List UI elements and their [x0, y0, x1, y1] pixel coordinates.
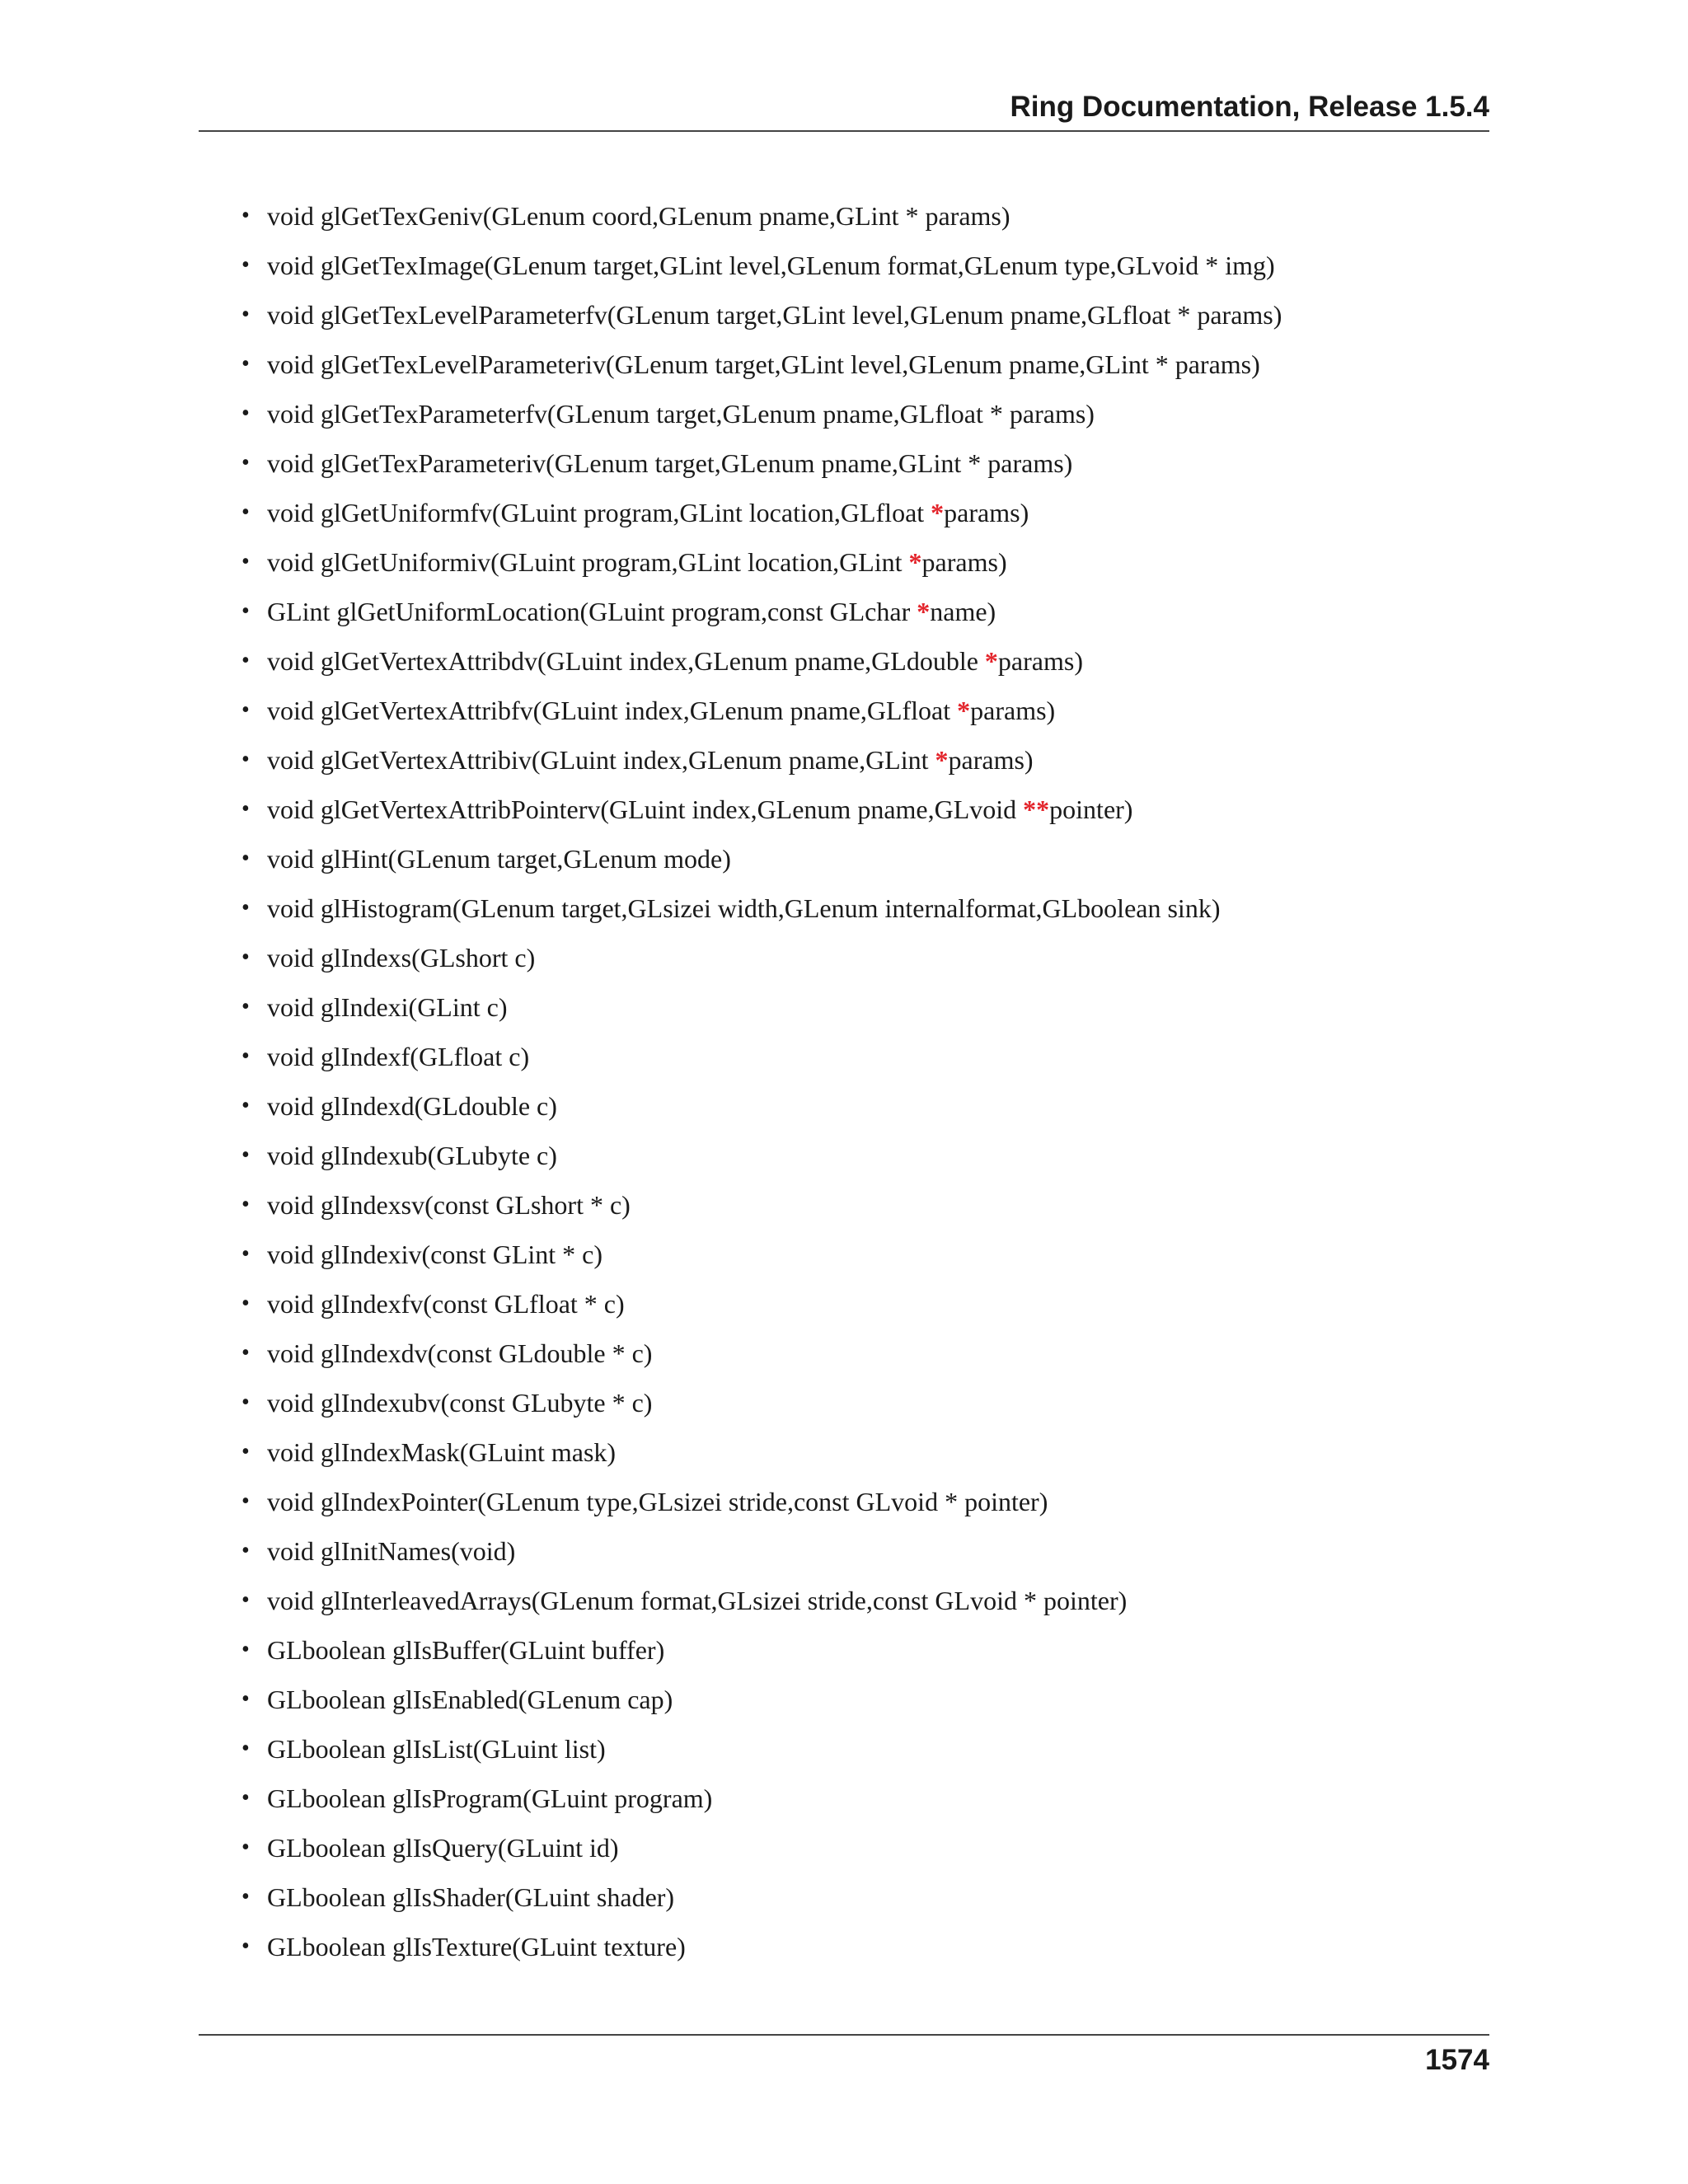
- function-signature: void glIndexiv(const GLint * c): [267, 1240, 603, 1269]
- list-item: [239, 1386, 1484, 1436]
- list-item: [239, 447, 1484, 496]
- function-signature: void glGetVertexAttribPointerv(GLuint index,GLenum pname,GLvoid: [267, 794, 1024, 824]
- function-signature: GLboolean glIsBuffer(GLuint buffer): [267, 1635, 665, 1665]
- pointer-marker: *: [931, 498, 945, 527]
- bullet-icon: •: [241, 1291, 250, 1316]
- function-signature: void glIndexi(GLint c): [267, 992, 508, 1022]
- list-item: [239, 694, 1484, 743]
- bullet-icon: •: [241, 697, 250, 723]
- function-signature: void glIndexMask(GLuint mask): [267, 1437, 617, 1467]
- bullet-icon: •: [241, 1637, 250, 1662]
- function-signature: GLboolean glIsList(GLuint list): [267, 1734, 606, 1764]
- function-signature: void glGetTexLevelParameteriv(GLenum target,GLint level,GLenum pname,GLint * params): [267, 349, 1260, 379]
- list-item: [239, 1485, 1484, 1535]
- function-signature: void glGetTexLevelParameterfv(GLenum target,GLint level,GLenum pname,GLfloat * params): [267, 300, 1282, 330]
- bullet-icon: •: [241, 1488, 250, 1514]
- list-item: [239, 1535, 1484, 1584]
- bullet-icon: •: [241, 1093, 250, 1118]
- list-item: [239, 595, 1484, 644]
- function-signature: void glIndexPointer(GLenum type,GLsizei stride,const GLvoid * pointer): [267, 1487, 1048, 1516]
- list-item: [239, 1188, 1484, 1238]
- page-footer: [199, 2034, 1489, 2085]
- function-signature: void glGetVertexAttribfv(GLuint index,GLenum pname,GLfloat: [267, 696, 958, 725]
- function-signature: void glIndexf(GLfloat c): [267, 1042, 530, 1071]
- function-signature: GLboolean glIsProgram(GLuint program): [267, 1783, 713, 1813]
- list-item: [239, 1139, 1484, 1188]
- function-signature-tail: params): [921, 547, 1007, 577]
- pointer-marker: *: [935, 745, 949, 775]
- list-item: [239, 298, 1484, 348]
- function-signature: void glHistogram(GLenum target,GLsizei width,GLenum internalformat,GLboolean sink): [267, 893, 1221, 923]
- page-number: 1574: [1425, 2044, 1489, 2076]
- document-title: Ring Documentation, Release 1.5.4: [1010, 91, 1489, 123]
- bullet-icon: •: [241, 1933, 250, 1959]
- function-signature: void glGetUniformiv(GLuint program,GLint location,GLint: [267, 547, 909, 577]
- list-item: [239, 1683, 1484, 1732]
- list-item: [239, 892, 1484, 941]
- bullet-icon: •: [241, 846, 250, 871]
- list-item: [239, 644, 1484, 694]
- function-signature: void glIndexdv(const GLdouble * c): [267, 1338, 653, 1368]
- bullet-icon: •: [241, 994, 250, 1019]
- list-item: [239, 1782, 1484, 1831]
- pointer-marker: *: [917, 597, 931, 626]
- bullet-icon: •: [241, 1686, 250, 1712]
- bullet-icon: •: [241, 1587, 250, 1613]
- bullet-icon: •: [241, 252, 250, 278]
- list-item: [239, 743, 1484, 793]
- function-list: [239, 199, 1484, 1980]
- function-signature: void glGetTexParameteriv(GLenum target,GLenum pname,GLint * params): [267, 448, 1073, 478]
- bullet-icon: •: [241, 499, 250, 525]
- bullet-icon: •: [241, 1439, 250, 1465]
- list-item: [239, 793, 1484, 842]
- list-item: [239, 1732, 1484, 1782]
- bullet-icon: •: [241, 1785, 250, 1811]
- pointer-marker: **: [1023, 794, 1050, 824]
- function-signature: void glInitNames(void): [267, 1536, 516, 1566]
- function-signature: GLboolean glIsShader(GLuint shader): [267, 1882, 675, 1912]
- list-item: [239, 546, 1484, 595]
- bullet-icon: •: [241, 1241, 250, 1267]
- list-item: [239, 348, 1484, 397]
- function-signature-tail: params): [948, 745, 1034, 775]
- list-item: [239, 1584, 1484, 1633]
- function-signature-tail: pointer): [1049, 794, 1133, 824]
- pointer-marker: *: [908, 547, 922, 577]
- bullet-icon: •: [241, 796, 250, 822]
- list-item: [239, 1090, 1484, 1139]
- function-signature: void glIndexd(GLdouble c): [267, 1091, 557, 1121]
- function-signature: void glIndexs(GLshort c): [267, 943, 536, 972]
- pointer-marker: *: [957, 696, 971, 725]
- bullet-icon: •: [241, 1340, 250, 1366]
- list-item: [239, 1633, 1484, 1683]
- list-item: [239, 1238, 1484, 1287]
- function-signature: void glIndexfv(const GLfloat * c): [267, 1289, 625, 1319]
- bullet-icon: •: [241, 648, 250, 673]
- list-item: [239, 397, 1484, 447]
- pointer-marker: *: [984, 646, 998, 676]
- bullet-icon: •: [241, 401, 250, 426]
- bullet-icon: •: [241, 598, 250, 624]
- bullet-icon: •: [241, 1835, 250, 1860]
- function-signature-tail: params): [970, 696, 1056, 725]
- list-item: [239, 1337, 1484, 1386]
- list-item: [239, 249, 1484, 298]
- bullet-icon: •: [241, 1043, 250, 1069]
- list-item: [239, 1436, 1484, 1485]
- function-signature-tail: name): [930, 597, 996, 626]
- list-item: [239, 1287, 1484, 1337]
- bullet-icon: •: [241, 1390, 250, 1415]
- list-item: [239, 1831, 1484, 1881]
- function-signature: void glIndexsv(const GLshort * c): [267, 1190, 631, 1220]
- function-signature: void glHint(GLenum target,GLenum mode): [267, 844, 731, 874]
- list-item: [239, 991, 1484, 1040]
- function-signature: GLboolean glIsTexture(GLuint texture): [267, 1932, 686, 1961]
- function-signature: void glGetTexImage(GLenum target,GLint level,GLenum format,GLenum type,GLvoid * img): [267, 251, 1275, 280]
- bullet-icon: •: [241, 1192, 250, 1217]
- function-signature: GLboolean glIsQuery(GLuint id): [267, 1833, 619, 1863]
- bullet-icon: •: [241, 351, 250, 377]
- function-signature: GLboolean glIsEnabled(GLenum cap): [267, 1685, 673, 1714]
- page-header: [199, 87, 1489, 132]
- function-signature: void glIndexub(GLubyte c): [267, 1141, 557, 1170]
- function-signature: void glIndexubv(const GLubyte * c): [267, 1388, 653, 1418]
- list-item: [239, 1881, 1484, 1930]
- list-item: [239, 199, 1484, 249]
- function-signature: void glGetVertexAttribiv(GLuint index,GLenum pname,GLint: [267, 745, 935, 775]
- list-item: [239, 496, 1484, 546]
- list-item: [239, 941, 1484, 991]
- function-signature: void glGetTexParameterfv(GLenum target,GLenum pname,GLfloat * params): [267, 399, 1095, 429]
- bullet-icon: •: [241, 1538, 250, 1563]
- function-signature: void glGetTexGeniv(GLenum coord,GLenum pname,GLint * params): [267, 201, 1010, 231]
- bullet-icon: •: [241, 549, 250, 574]
- bullet-icon: •: [241, 1884, 250, 1910]
- bullet-icon: •: [241, 895, 250, 921]
- bullet-icon: •: [241, 1142, 250, 1168]
- bullet-icon: •: [241, 944, 250, 970]
- list-item: [239, 1040, 1484, 1090]
- function-signature: GLint glGetUniformLocation(GLuint program,const GLchar: [267, 597, 917, 626]
- function-signature-tail: params): [997, 646, 1083, 676]
- bullet-icon: •: [241, 1736, 250, 1761]
- function-signature: void glGetUniformfv(GLuint program,GLint location,GLfloat: [267, 498, 931, 527]
- bullet-icon: •: [241, 302, 250, 327]
- bullet-icon: •: [241, 203, 250, 228]
- list-item: [239, 1930, 1484, 1980]
- bullet-icon: •: [241, 747, 250, 772]
- function-signature: void glInterleavedArrays(GLenum format,GLsizei stride,const GLvoid * pointer): [267, 1586, 1128, 1615]
- function-signature: void glGetVertexAttribdv(GLuint index,GLenum pname,GLdouble: [267, 646, 985, 676]
- list-item: [239, 842, 1484, 892]
- function-signature-tail: params): [944, 498, 1029, 527]
- bullet-icon: •: [241, 450, 250, 476]
- page-content: [239, 199, 1484, 1980]
